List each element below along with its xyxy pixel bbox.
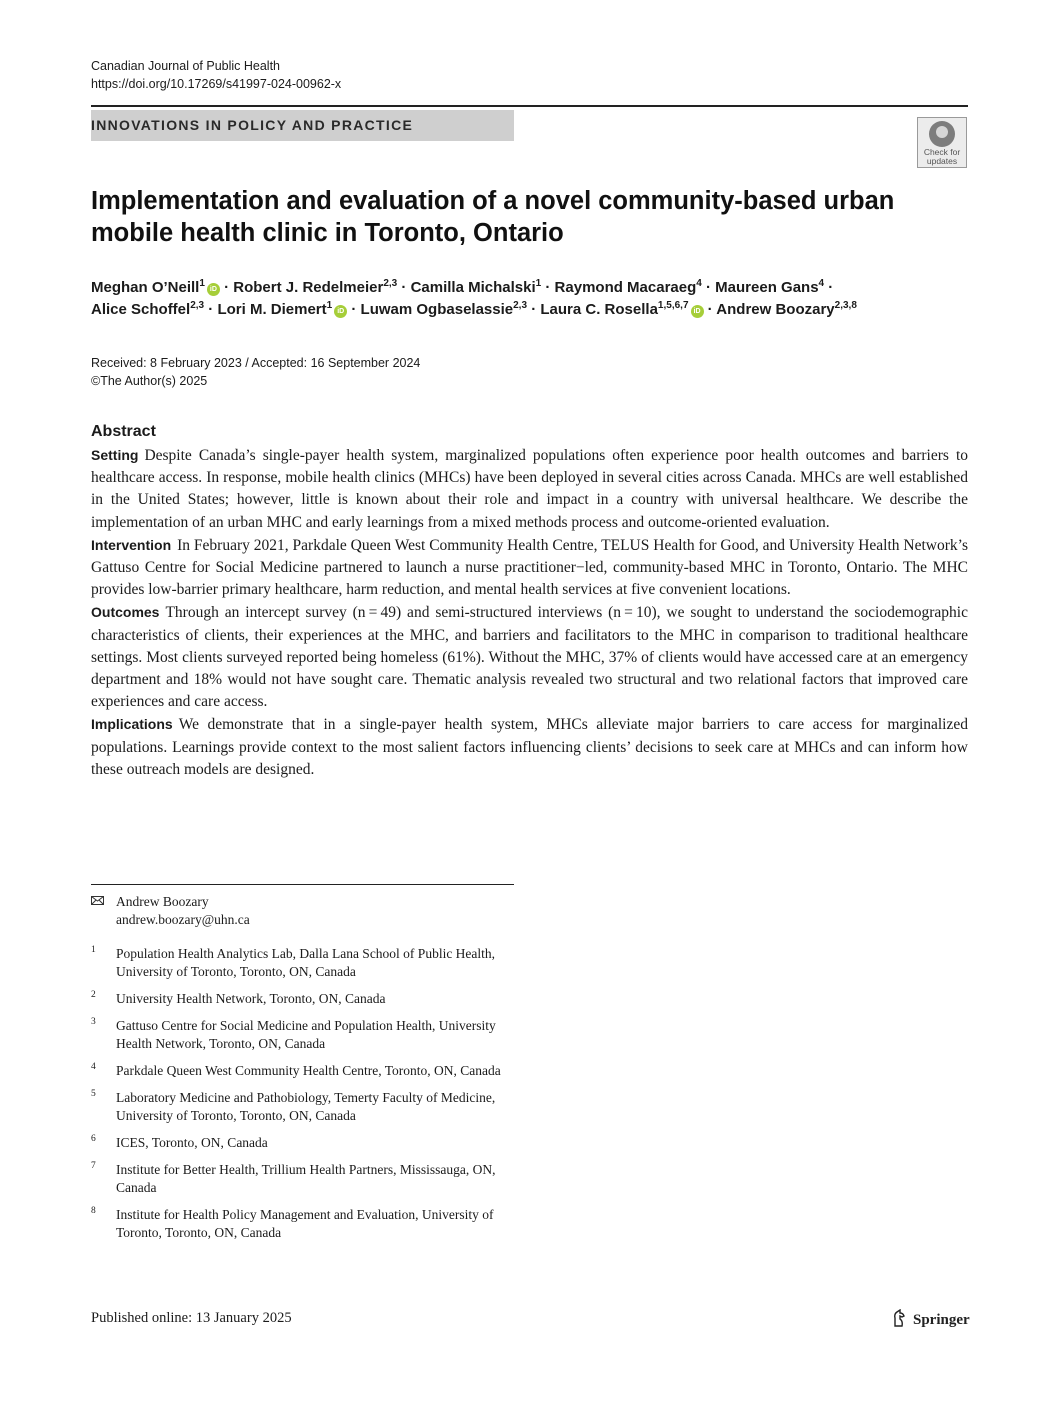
author-separator: ·: [541, 279, 555, 296]
intervention-label: Intervention: [91, 536, 172, 553]
author-name: Luwam Ogbaselassie: [360, 301, 514, 318]
article-title: Implementation and evaluation of a novel community-based urban mobile health clinic in Toronto, Ontario: [91, 187, 895, 247]
affiliation-number: 4: [91, 1062, 96, 1072]
affiliation-item: [91, 990, 521, 1008]
author-name: Lori M. Diemert: [217, 301, 327, 318]
doi-link[interactable]: https://doi.org/10.17269/s41997-024-00962-x: [91, 77, 342, 91]
affiliation-number: 5: [91, 1089, 96, 1099]
envelope-icon: [91, 896, 104, 905]
author-affiliation-marker: 1,5,6,7: [657, 300, 689, 311]
abstract-outcomes: Outcomes Through an intercept survey (n = 49) and semi-structured interviews (n = 10), we sought to understand the sociodemographic characteristics of clients, their experiences at the MHC, and barriers and facilitators to the MHC in comparison to traditional healthcare settings. Most clients surveyed reported being homeless (61%). Without the MHC, 37% of clients would have accessed care at an emergency department and 18% would not have sought care. Thematic analysis revealed two structural and two relational factors that improved care experiences and care access.: [91, 604, 968, 711]
abstract-implications: Implications We demonstrate that in a single-payer health system, MHCs alleviate major barriers to care access for marginalized populations. Learnings provide context to the most salient factors influencing clients’ decisions to seek care at MHCs and can inform how these outreach models are designed.: [91, 716, 968, 778]
affiliation-number: 7: [91, 1161, 96, 1171]
author-name: Meghan O’Neill: [91, 279, 200, 296]
affiliation-item: [91, 1062, 521, 1080]
author-name: Camilla Michalski: [410, 279, 536, 296]
affiliation-text: Parkdale Queen West Community Health Centre, Toronto, ON, Canada: [116, 1063, 501, 1078]
author-affiliation-marker: 1: [199, 278, 205, 289]
affiliation-number: 1: [91, 945, 96, 955]
author-list: [91, 277, 968, 321]
author-name: Alice Schoffel: [91, 301, 191, 318]
author-name: Maureen Gans: [715, 279, 819, 296]
affiliation-item: [91, 1161, 521, 1197]
outcomes-label: Outcomes: [91, 604, 160, 621]
affiliation-text: Institute for Better Health, Trillium Health Partners, Mississauga, ON, Canada: [116, 1162, 496, 1195]
affiliation-text: Laboratory Medicine and Pathobiology, Temerty Faculty of Medicine, University of Toronto, Toronto, ON, Canada: [116, 1090, 496, 1123]
affiliation-text: University Health Network, Toronto, ON, Canada: [116, 991, 386, 1006]
author-affiliation-marker: 1: [535, 278, 542, 289]
abstract-body: [91, 444, 968, 781]
correspondence: [91, 893, 250, 929]
author-affiliation-marker: 4: [696, 278, 702, 289]
affiliation-item: [91, 1206, 521, 1242]
affiliation-text: Institute for Health Policy Management and Evaluation, University of Toronto, Toronto, ON, Canada: [116, 1207, 494, 1240]
orcid-icon[interactable]: iD: [691, 305, 704, 318]
author-separator: ·: [703, 301, 717, 318]
corresponding-author: Andrew Boozary: [116, 894, 209, 909]
author-affiliation-marker: 2,3: [190, 300, 205, 311]
affiliations-list: [91, 945, 521, 1251]
received-accepted: Received: 8 February 2023 / Accepted: 16 September 2024: [91, 356, 421, 370]
affiliation-number: 6: [91, 1134, 96, 1144]
author-affiliation-marker: 4: [818, 278, 825, 289]
affiliation-number: 2: [91, 990, 96, 1000]
copyright: ©The Author(s) 2025: [91, 374, 208, 388]
author-separator: ·: [527, 301, 541, 318]
affiliation-item: [91, 1134, 521, 1152]
journal-name: Canadian Journal of Public Health: [91, 59, 281, 73]
section-banner: [91, 110, 514, 141]
affiliation-number: 3: [91, 1017, 96, 1027]
abstract-intervention: Intervention In February 2021, Parkdale Queen West Community Health Centre, TELUS Health for Good, and University Health Network’s Gattuso Centre for Social Medicine partnered to launch a nurse practitioner−led, community-based MHC in Toronto, Ontario. The MHC provides low-barrier primary healthcare, harm reduction, and mental health services at five convenient locations.: [91, 536, 968, 599]
publisher-name: Springer: [913, 1312, 970, 1328]
author-separator: ·: [824, 279, 834, 296]
orcid-icon[interactable]: iD: [207, 283, 220, 296]
check-updates-label: Check for updates: [923, 147, 961, 166]
affiliation-item: [91, 1089, 521, 1125]
check-updates-icon: [929, 121, 955, 147]
check-for-updates-badge[interactable]: [917, 117, 967, 168]
author-affiliation-marker: 2,3: [513, 300, 528, 311]
author-name: Laura C. Rosella: [540, 301, 658, 318]
abstract-heading: Abstract: [91, 423, 156, 440]
publisher-logo: [891, 1309, 970, 1329]
author-affiliation-marker: 1: [326, 300, 333, 311]
affiliation-item: [91, 945, 521, 981]
author-name: Raymond Macaraeg: [554, 279, 697, 296]
affiliation-text: ICES, Toronto, ON, Canada: [116, 1135, 268, 1150]
journal-header: [91, 57, 341, 93]
published-date: Published online: 13 January 2025: [91, 1310, 292, 1326]
author-email[interactable]: andrew.boozary@uhn.ca: [116, 912, 250, 927]
header-rule: [91, 105, 968, 107]
author-affiliation-marker: 2,3: [383, 278, 398, 289]
author-name: Robert J. Redelmeier: [233, 279, 384, 296]
footnote-rule: [91, 884, 514, 885]
article-dates: [91, 354, 420, 390]
author-affiliation-marker: 2,3,8: [834, 300, 857, 311]
orcid-icon[interactable]: iD: [334, 305, 347, 318]
author-separator: ·: [397, 279, 411, 296]
affiliation-text: Population Health Analytics Lab, Dalla Lana School of Public Health, University of Toronto, Toronto, ON, Canada: [116, 946, 496, 979]
setting-label: Setting: [91, 447, 139, 463]
author-separator: ·: [204, 301, 218, 318]
implications-label: Implications: [91, 716, 173, 733]
author-name: Andrew Boozary: [716, 301, 835, 318]
author-separator: ·: [701, 279, 716, 296]
author-separator: ·: [347, 301, 361, 318]
affiliation-item: [91, 1017, 521, 1053]
author-separator: ·: [219, 279, 234, 296]
affiliation-text: Gattuso Centre for Social Medicine and Population Health, University Health Network, Toronto, ON, Canada: [116, 1018, 496, 1051]
section-label: INNOVATIONS IN POLICY AND PRACTICE: [91, 117, 414, 133]
springer-horse-icon: [891, 1309, 907, 1327]
abstract-setting: Setting Despite Canada’s single-payer health system, marginalized populations often experience poor health outcomes and barriers to healthcare access. In response, mobile health clinics (MHCs) have been deployed in several cities across Canada. MHCs are well established in the United States; however, little is known about their role and impact in a country with universal healthcare. We describe the implementation of an urban MHC and early learnings from a mixed methods process and outcome-oriented evaluation.: [91, 447, 968, 531]
affiliation-number: 8: [91, 1206, 96, 1216]
